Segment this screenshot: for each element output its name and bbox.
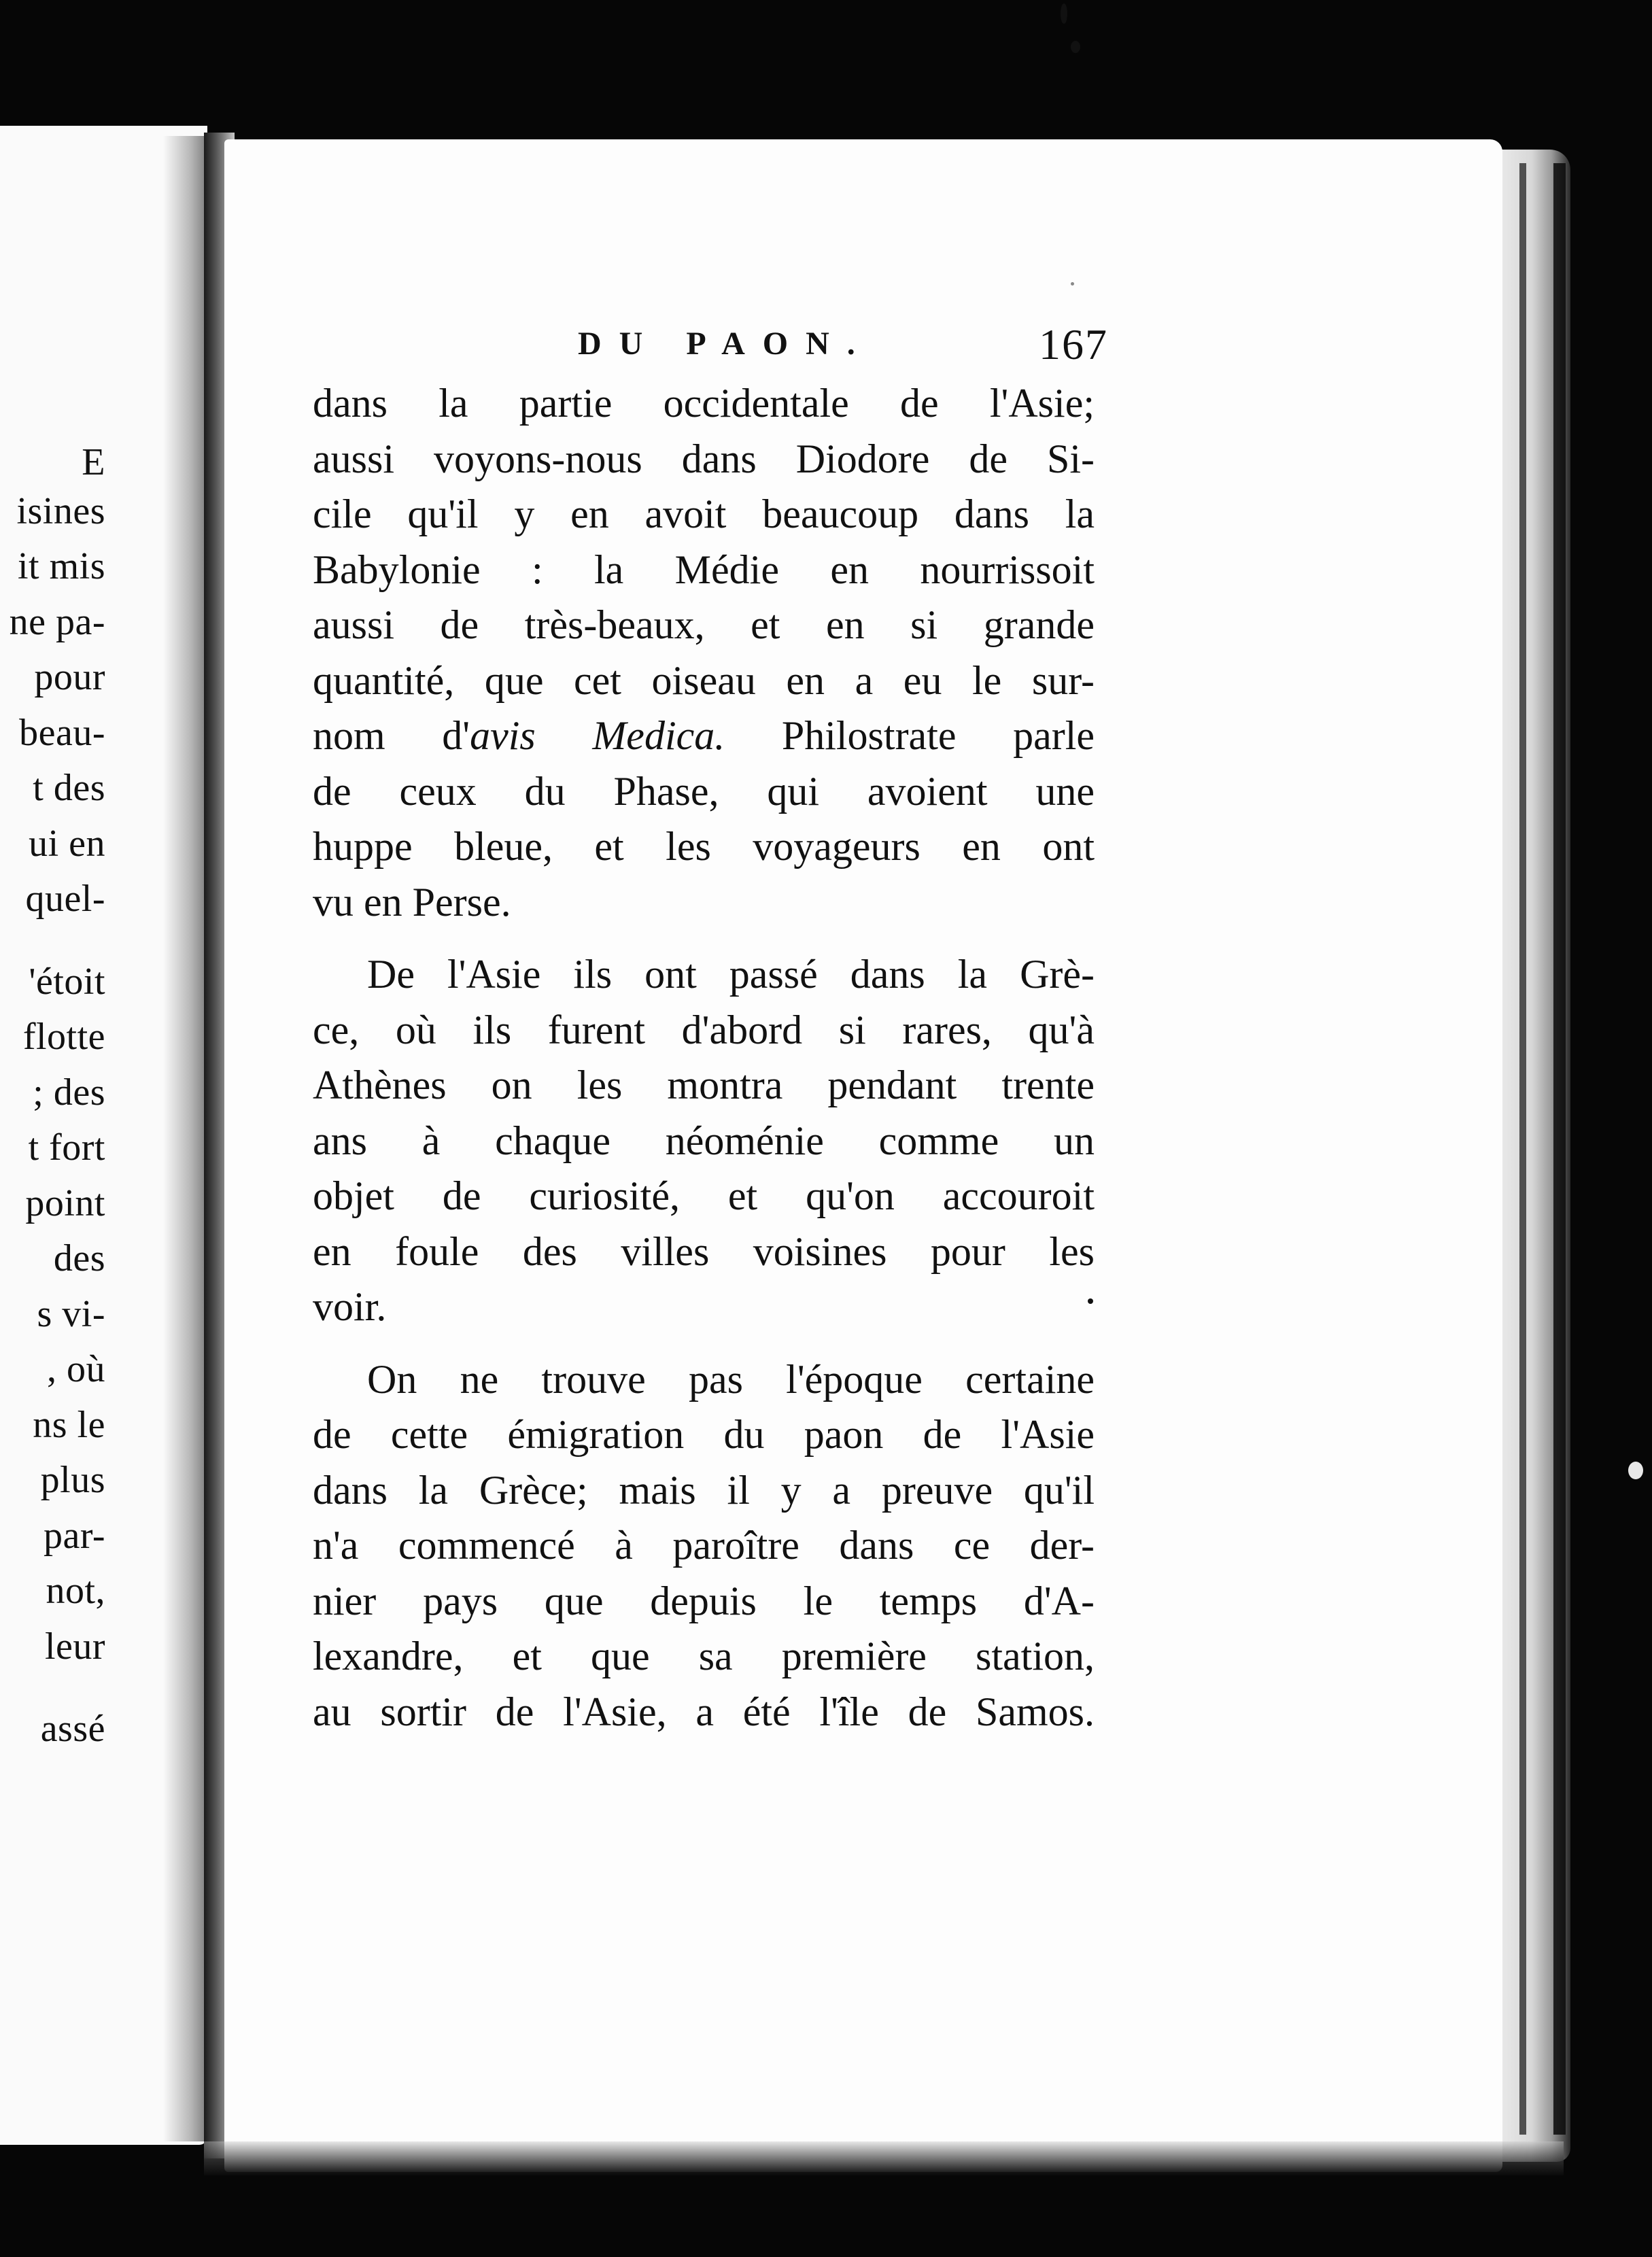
text-line: au sortir de l'Asie, a été l'île de Samos. — [313, 1689, 1095, 1734]
text-line: de ceux du Phase, qui avoient une — [313, 768, 1095, 814]
left-fragment: , où — [47, 1348, 105, 1390]
left-fragment: flotte — [22, 1016, 105, 1058]
left-page-text-fragments — [10, 435, 105, 1757]
left-fragment: ui en — [29, 822, 105, 865]
text-line: dans la partie occidentale de l'Asie; — [313, 381, 1095, 426]
scan-speck — [1061, 3, 1067, 24]
left-fragment: ns le — [33, 1403, 105, 1446]
bottom-page-shadow — [204, 2141, 1564, 2175]
running-head — [313, 320, 1108, 374]
left-fragment: 'étoit — [29, 960, 105, 1003]
scan-speck — [1628, 1462, 1643, 1479]
left-fragment: t des — [33, 767, 105, 809]
left-fragment: par- — [43, 1514, 105, 1557]
left-fragment: leur — [44, 1625, 105, 1668]
text-line-with-italic — [313, 708, 1095, 764]
text-line: cile qu'il y en avoit beaucoup dans la — [313, 492, 1095, 536]
text-line: nier pays que depuis le temps d'A- — [313, 1578, 1095, 1623]
italic-latin-phrase: avis Medica. — [470, 713, 725, 758]
left-fragment: point — [25, 1182, 105, 1224]
running-title: DU PAON. — [578, 326, 873, 362]
text-segment: Philostrate parle — [725, 713, 1095, 758]
left-fragment: assé — [40, 1708, 105, 1750]
text-segment: nom d' — [313, 713, 470, 758]
text-line: On ne trouve pas l'époque certaine — [367, 1356, 1095, 1402]
left-fragment: ne pa- — [9, 600, 105, 643]
page-number: 167 — [1039, 320, 1108, 368]
left-fragment: ; des — [33, 1071, 105, 1114]
text-line: dans la Grèce; mais il y a preuve qu'il — [313, 1467, 1095, 1513]
left-fragment: beau- — [19, 711, 105, 754]
left-fragment: E — [82, 441, 105, 483]
text-line: quantité, que cet oiseau en a eu le sur- — [313, 657, 1095, 703]
page-body-text — [313, 376, 1095, 1740]
left-fragment: s vi- — [37, 1292, 105, 1335]
scan-speck — [1088, 1298, 1093, 1304]
text-line: Athènes on les montra pendant trente — [313, 1063, 1095, 1107]
left-fragment: pour — [34, 656, 105, 698]
text-line: n'a commencé à paroître dans ce der- — [313, 1523, 1095, 1568]
page-edge-line — [1553, 163, 1566, 2135]
left-fragment: not, — [46, 1570, 105, 1612]
left-fragment: plus — [40, 1459, 105, 1501]
text-line: ce, où ils furent d'abord si rares, qu'à — [313, 1007, 1095, 1052]
scan-speck — [1071, 282, 1074, 286]
text-line: lexandre, et que sa première station, — [313, 1634, 1095, 1678]
text-line: aussi de très-beaux, et en si grande — [313, 602, 1095, 647]
left-fragment: isines — [16, 489, 105, 532]
left-fragment: quel- — [25, 878, 105, 920]
page-edge-line — [1519, 163, 1526, 2135]
scan-speck — [1071, 41, 1080, 53]
text-line: huppe bleue, et les voyageurs en ont — [313, 824, 1095, 869]
text-line: vu en Perse. — [313, 879, 511, 925]
text-line: en foule des villes voisines pour les — [313, 1228, 1095, 1274]
text-line: voir. — [313, 1284, 387, 1329]
text-line: aussi voyons-nous dans Diodore de Si- — [313, 436, 1095, 481]
text-line: ans à chaque néoménie comme un — [313, 1118, 1095, 1163]
text-line: Babylonie : la Médie en nourrissoit — [313, 547, 1095, 592]
text-line: De l'Asie ils ont passé dans la Grè- — [367, 952, 1095, 997]
left-fragment: t fort — [28, 1126, 105, 1169]
text-line: objet de curiosité, et qu'on accouroit — [313, 1173, 1095, 1218]
left-fragment: des — [53, 1237, 105, 1279]
left-fragment: it mis — [17, 545, 105, 587]
text-line: de cette émigration du paon de l'Asie — [313, 1412, 1095, 1457]
